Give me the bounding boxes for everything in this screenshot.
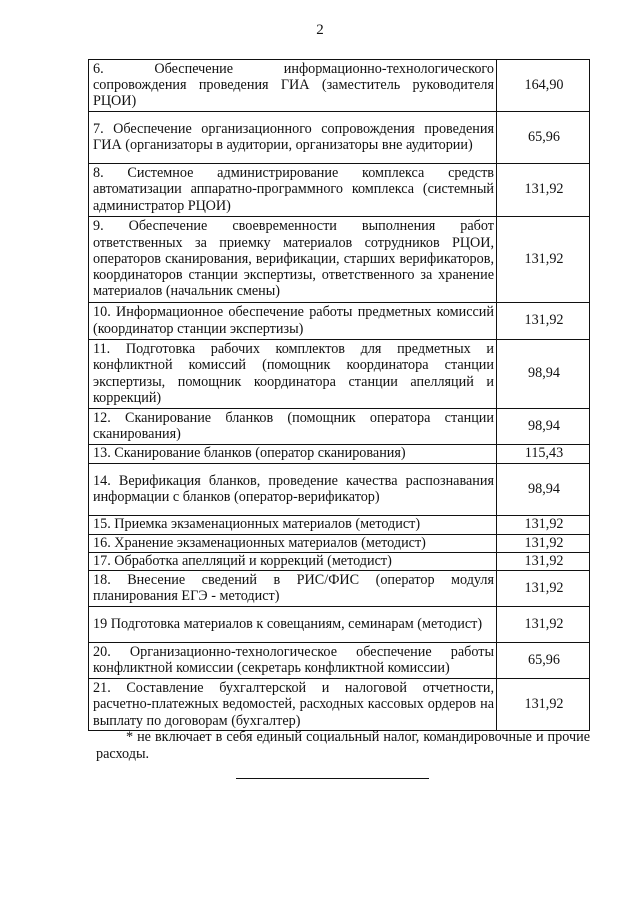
table-row xyxy=(89,516,590,535)
work-description: 15. Приемка экзаменационных материалов (методист) xyxy=(89,516,497,535)
rate-value: 65,96 xyxy=(497,112,590,164)
rate-value: 131,92 xyxy=(497,535,590,553)
table-row xyxy=(89,553,590,571)
table-body xyxy=(89,60,590,731)
work-description: 18. Внесение сведений в РИС/ФИС (оператор модуля планирования ЕГЭ - методист) xyxy=(89,571,497,607)
table-row xyxy=(89,679,590,731)
rate-value: 131,92 xyxy=(497,516,590,535)
work-description: 12. Сканирование бланков (помощник оператора станции сканирования) xyxy=(89,409,497,445)
table-row xyxy=(89,112,590,164)
rate-value: 65,96 xyxy=(497,643,590,679)
work-description: 20. Организационно-технологическое обеспечение работы конфликтной комиссии (секретарь конфликтной комиссии) xyxy=(89,643,497,679)
signature-line xyxy=(236,778,429,779)
rate-value: 98,94 xyxy=(497,464,590,516)
rate-value: 131,92 xyxy=(497,303,590,340)
rate-value: 131,92 xyxy=(497,607,590,643)
work-description: 21. Составление бухгалтерской и налоговой отчетности, расчетно-платежных ведомостей, расходных кассовых ордеров на выплату по договорам (бухгалтер) xyxy=(89,679,497,731)
work-description: 6. Обеспечение информационно-технологического сопровождения проведения ГИА (заместитель руководителя РЦОИ) xyxy=(89,60,497,112)
table-row xyxy=(89,303,590,340)
work-description: 19 Подготовка материалов к совещаниям, семинарам (методист) xyxy=(89,607,497,643)
page-number: 2 xyxy=(316,22,324,38)
table-row xyxy=(89,643,590,679)
rate-value: 164,90 xyxy=(497,60,590,112)
table-row xyxy=(89,607,590,643)
rate-value: 98,94 xyxy=(497,409,590,445)
work-description: 11. Подготовка рабочих комплектов для предметных и конфликтной комиссий (помощник координатора станции экспертизы, помощник координатора станции апелляций и коррекций) xyxy=(89,340,497,409)
rate-value: 131,92 xyxy=(497,679,590,731)
work-description: 10. Информационное обеспечение работы предметных комиссий (координатор станции экспертизы) xyxy=(89,303,497,340)
work-description: 13. Сканирование бланков (оператор сканирования) xyxy=(89,445,497,464)
table-row xyxy=(89,535,590,553)
table-row xyxy=(89,464,590,516)
rate-value: 115,43 xyxy=(497,445,590,464)
table-row xyxy=(89,445,590,464)
payment-rates-table xyxy=(88,59,590,731)
table-row xyxy=(89,571,590,607)
work-description: 17. Обработка апелляций и коррекций (методист) xyxy=(89,553,497,571)
rate-value: 131,92 xyxy=(497,553,590,571)
work-description: 7. Обеспечение организационного сопровождения проведения ГИА (организаторы в аудитории, организаторы вне аудитории) xyxy=(89,112,497,164)
footnote: * не включает в себя единый социальный налог, командировочные и прочие расходы. xyxy=(96,729,590,762)
rate-value: 131,92 xyxy=(497,571,590,607)
rate-value: 131,92 xyxy=(497,217,590,303)
rate-value: 131,92 xyxy=(497,164,590,217)
table-row xyxy=(89,217,590,303)
table-row xyxy=(89,409,590,445)
work-description: 14. Верификация бланков, проведение качества распознавания информации с бланков (оператор-верификатор) xyxy=(89,464,497,516)
table-row xyxy=(89,340,590,409)
table-row xyxy=(89,60,590,112)
work-description: 16. Хранение экзаменационных материалов (методист) xyxy=(89,535,497,553)
work-description: 9. Обеспечение своевременности выполнения работ ответственных за приемку материалов сотрудников РЦОИ, операторов сканирования, верификации, старших верификаторов, координаторов станции экспертизы, ответственного за хранение материалов (начальник смены) xyxy=(89,217,497,303)
table-row xyxy=(89,164,590,217)
work-description: 8. Системное администрирование комплекса средств автоматизации аппаратно-программного комплекса (системный администратор РЦОИ) xyxy=(89,164,497,217)
rate-value: 98,94 xyxy=(497,340,590,409)
